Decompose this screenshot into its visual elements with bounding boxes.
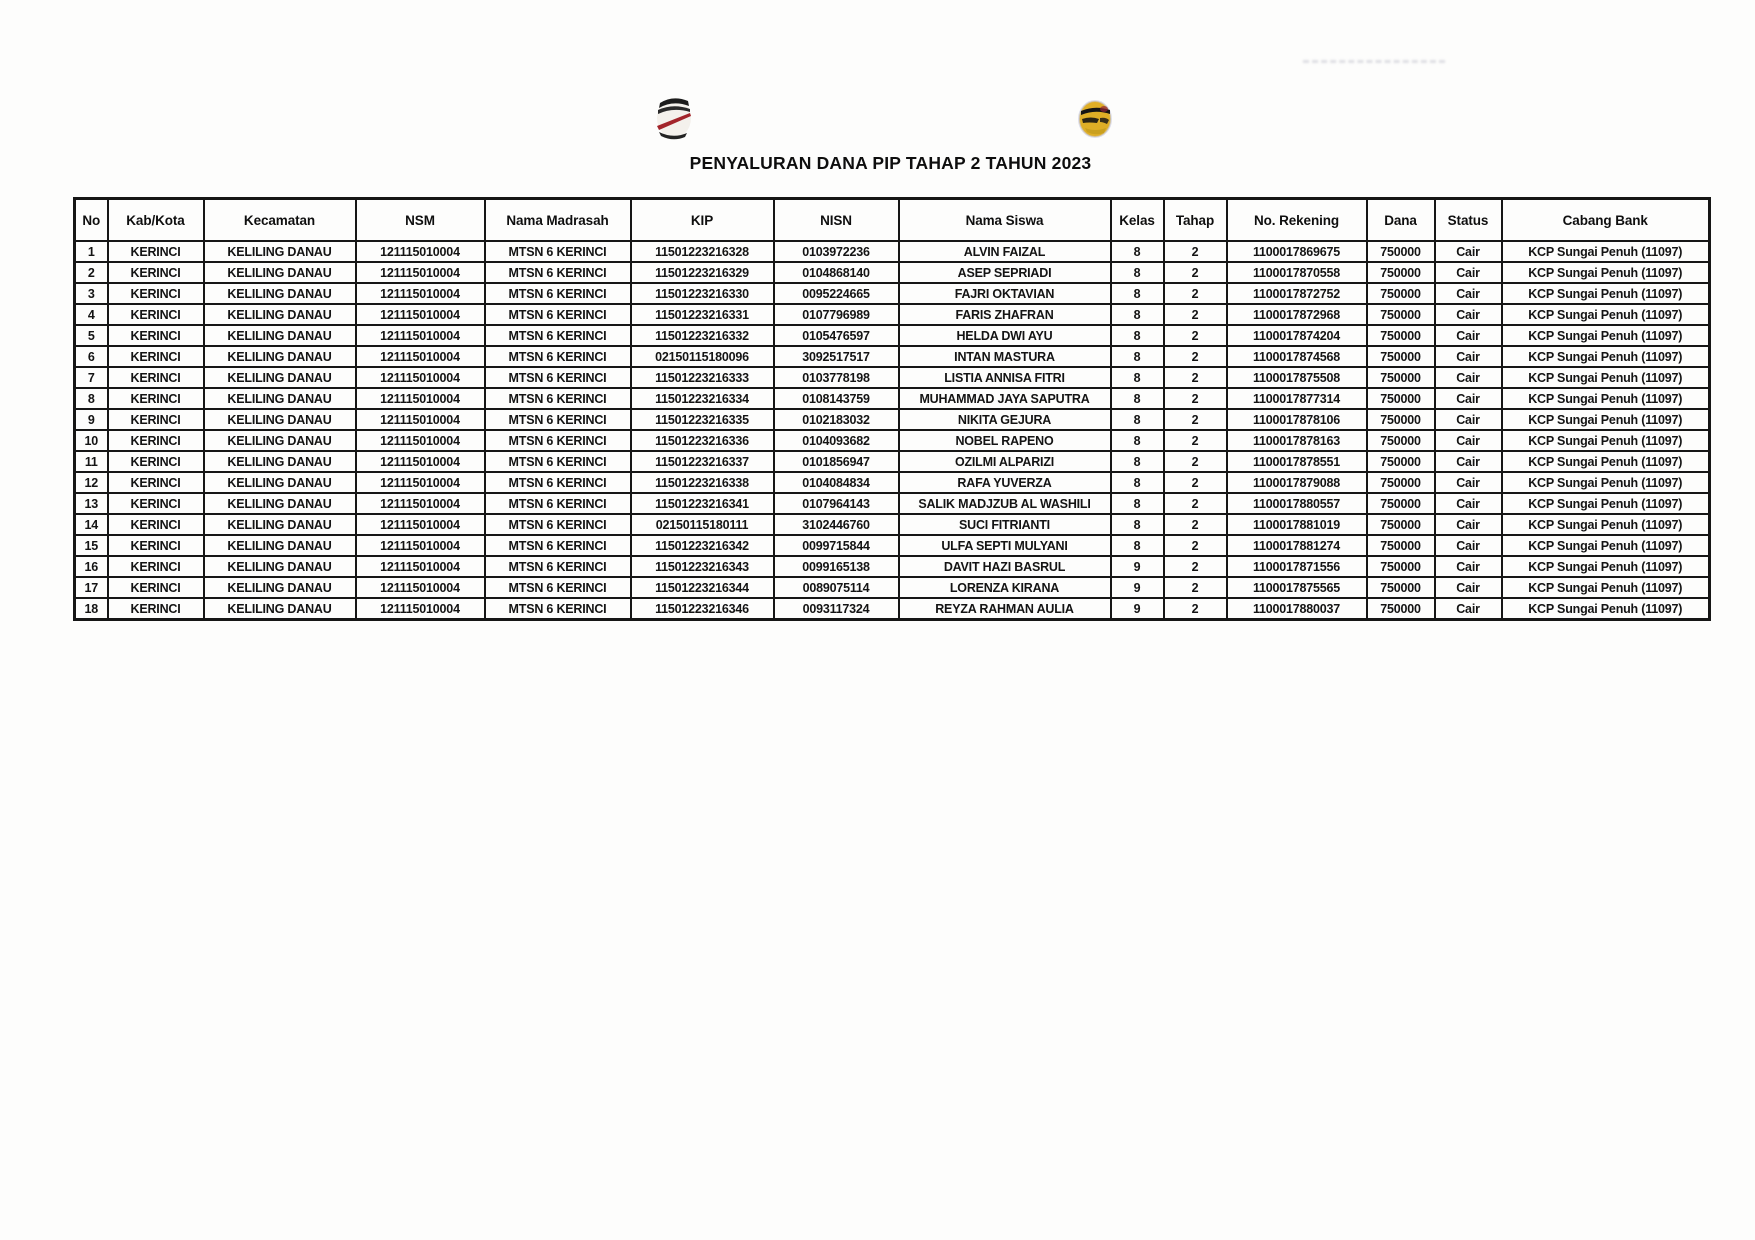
cell-nsm: 121115010004 [356,262,485,283]
cell-no_rekening: 1100017872752 [1227,283,1367,304]
cell-no_rekening: 1100017869675 [1227,241,1367,262]
cell-nama_madrasah: MTSN 6 KERINCI [485,262,631,283]
cell-tahap: 2 [1164,283,1227,304]
cell-nama_madrasah: MTSN 6 KERINCI [485,304,631,325]
cell-no: 5 [75,325,108,346]
cell-kip: 11501223216342 [631,535,774,556]
cell-kelas: 8 [1111,409,1164,430]
cell-kip: 11501223216335 [631,409,774,430]
cell-cabang_bank: KCP Sungai Penuh (11097) [1502,535,1710,556]
cell-kecamatan: KELILING DANAU [204,367,356,388]
column-header-nama_madrasah: Nama Madrasah [485,199,631,242]
cell-kecamatan: KELILING DANAU [204,451,356,472]
cell-no_rekening: 1100017877314 [1227,388,1367,409]
table-row [75,409,1710,430]
column-header-nsm: NSM [356,199,485,242]
cell-kip: 11501223216341 [631,493,774,514]
cell-nsm: 121115010004 [356,409,485,430]
cell-nisn: 0104868140 [774,262,899,283]
cell-nisn: 0107796989 [774,304,899,325]
cell-status: Cair [1435,346,1502,367]
cell-nisn: 0107964143 [774,493,899,514]
cell-status: Cair [1435,388,1502,409]
cell-dana: 750000 [1367,241,1435,262]
cell-no: 11 [75,451,108,472]
cell-tahap: 2 [1164,577,1227,598]
table-container [73,197,1711,621]
cell-kelas: 8 [1111,388,1164,409]
cell-no_rekening: 1100017878163 [1227,430,1367,451]
cell-tahap: 2 [1164,493,1227,514]
cell-cabang_bank: KCP Sungai Penuh (11097) [1502,598,1710,620]
cell-dana: 750000 [1367,367,1435,388]
table-row [75,346,1710,367]
cell-nama_madrasah: MTSN 6 KERINCI [485,556,631,577]
table-row [75,367,1710,388]
cell-cabang_bank: KCP Sungai Penuh (11097) [1502,577,1710,598]
cell-no_rekening: 1100017880557 [1227,493,1367,514]
cell-nsm: 121115010004 [356,430,485,451]
cell-kip: 11501223216334 [631,388,774,409]
cell-kab_kota: KERINCI [108,598,204,620]
cell-no_rekening: 1100017872968 [1227,304,1367,325]
cell-kelas: 8 [1111,430,1164,451]
cell-kip: 11501223216333 [631,367,774,388]
cell-nama_siswa: ULFA SEPTI MULYANI [899,535,1111,556]
table-row [75,283,1710,304]
cell-kab_kota: KERINCI [108,241,204,262]
cell-kab_kota: KERINCI [108,577,204,598]
cell-tahap: 2 [1164,472,1227,493]
cell-nisn: 0095224665 [774,283,899,304]
cell-kelas: 8 [1111,304,1164,325]
table-row [75,514,1710,535]
cell-nisn: 0104084834 [774,472,899,493]
document-title: PENYALURAN DANA PIP TAHAP 2 TAHUN 2023 [689,153,1092,173]
table-row [75,598,1710,620]
column-header-kip: KIP [631,199,774,242]
cell-nisn: 3102446760 [774,514,899,535]
cell-kecamatan: KELILING DANAU [204,346,356,367]
cell-nsm: 121115010004 [356,325,485,346]
cell-tahap: 2 [1164,409,1227,430]
table-row [75,451,1710,472]
cell-nama_madrasah: MTSN 6 KERINCI [485,367,631,388]
cell-nama_siswa: SALIK MADJZUB AL WASHILI [899,493,1111,514]
cell-nsm: 121115010004 [356,472,485,493]
scan-artifact-line [1303,60,1445,63]
cell-nama_madrasah: MTSN 6 KERINCI [485,283,631,304]
cell-tahap: 2 [1164,451,1227,472]
cell-kecamatan: KELILING DANAU [204,577,356,598]
cell-no: 1 [75,241,108,262]
cell-no: 14 [75,514,108,535]
cell-status: Cair [1435,409,1502,430]
table-row [75,304,1710,325]
cell-kecamatan: KELILING DANAU [204,409,356,430]
cell-kecamatan: KELILING DANAU [204,388,356,409]
cell-kip: 11501223216338 [631,472,774,493]
cell-tahap: 2 [1164,430,1227,451]
cell-no: 8 [75,388,108,409]
cell-kecamatan: KELILING DANAU [204,493,356,514]
cell-tahap: 2 [1164,514,1227,535]
column-header-kelas: Kelas [1111,199,1164,242]
cell-cabang_bank: KCP Sungai Penuh (11097) [1502,472,1710,493]
cell-nsm: 121115010004 [356,556,485,577]
cell-nama_madrasah: MTSN 6 KERINCI [485,430,631,451]
cell-nisn: 0105476597 [774,325,899,346]
cell-cabang_bank: KCP Sungai Penuh (11097) [1502,346,1710,367]
cell-no_rekening: 1100017871556 [1227,556,1367,577]
cell-nama_madrasah: MTSN 6 KERINCI [485,241,631,262]
table-row [75,493,1710,514]
cell-dana: 750000 [1367,409,1435,430]
cell-no: 6 [75,346,108,367]
table-row [75,241,1710,262]
column-header-nisn: NISN [774,199,899,242]
cell-cabang_bank: KCP Sungai Penuh (11097) [1502,283,1710,304]
cell-status: Cair [1435,430,1502,451]
cell-dana: 750000 [1367,598,1435,620]
cell-no_rekening: 1100017880037 [1227,598,1367,620]
cell-kab_kota: KERINCI [108,472,204,493]
cell-cabang_bank: KCP Sungai Penuh (11097) [1502,451,1710,472]
cell-tahap: 2 [1164,304,1227,325]
cell-status: Cair [1435,304,1502,325]
cell-kip: 11501223216343 [631,556,774,577]
cell-no_rekening: 1100017878106 [1227,409,1367,430]
cell-nama_madrasah: MTSN 6 KERINCI [485,451,631,472]
table-row [75,556,1710,577]
cell-cabang_bank: KCP Sungai Penuh (11097) [1502,325,1710,346]
cell-kecamatan: KELILING DANAU [204,430,356,451]
cell-cabang_bank: KCP Sungai Penuh (11097) [1502,388,1710,409]
cell-no: 4 [75,304,108,325]
cell-kelas: 8 [1111,493,1164,514]
cell-kab_kota: KERINCI [108,451,204,472]
cell-kip: 11501223216329 [631,262,774,283]
table-row [75,325,1710,346]
cell-dana: 750000 [1367,262,1435,283]
cell-nsm: 121115010004 [356,598,485,620]
cell-status: Cair [1435,262,1502,283]
cell-nsm: 121115010004 [356,577,485,598]
cell-no_rekening: 1100017881019 [1227,514,1367,535]
cell-kip: 02150115180096 [631,346,774,367]
cell-nsm: 121115010004 [356,283,485,304]
cell-dana: 750000 [1367,577,1435,598]
cell-kecamatan: KELILING DANAU [204,262,356,283]
cell-kecamatan: KELILING DANAU [204,598,356,620]
cell-kip: 11501223216332 [631,325,774,346]
cell-no_rekening: 1100017870558 [1227,262,1367,283]
cell-nisn: 0099715844 [774,535,899,556]
cell-kecamatan: KELILING DANAU [204,283,356,304]
cell-cabang_bank: KCP Sungai Penuh (11097) [1502,262,1710,283]
cell-kab_kota: KERINCI [108,346,204,367]
cell-nama_madrasah: MTSN 6 KERINCI [485,598,631,620]
cell-dana: 750000 [1367,535,1435,556]
cell-nama_siswa: LISTIA ANNISA FITRI [899,367,1111,388]
cell-nama_siswa: RAFA YUVERZA [899,472,1111,493]
cell-tahap: 2 [1164,388,1227,409]
cell-nama_siswa: INTAN MASTURA [899,346,1111,367]
cell-kecamatan: KELILING DANAU [204,472,356,493]
cell-kelas: 8 [1111,241,1164,262]
cell-nama_siswa: ASEP SEPRIADI [899,262,1111,283]
cell-nama_madrasah: MTSN 6 KERINCI [485,493,631,514]
cell-dana: 750000 [1367,304,1435,325]
cell-kelas: 8 [1111,472,1164,493]
cell-nisn: 0099165138 [774,556,899,577]
cell-kelas: 8 [1111,262,1164,283]
cell-nsm: 121115010004 [356,241,485,262]
column-header-nama_siswa: Nama Siswa [899,199,1111,242]
cell-nsm: 121115010004 [356,367,485,388]
cell-status: Cair [1435,514,1502,535]
cell-kecamatan: KELILING DANAU [204,535,356,556]
cell-kecamatan: KELILING DANAU [204,241,356,262]
table-row [75,535,1710,556]
cell-dana: 750000 [1367,514,1435,535]
cell-kab_kota: KERINCI [108,325,204,346]
cell-cabang_bank: KCP Sungai Penuh (11097) [1502,514,1710,535]
column-header-tahap: Tahap [1164,199,1227,242]
cell-kab_kota: KERINCI [108,304,204,325]
cell-no_rekening: 1100017875508 [1227,367,1367,388]
cell-kip: 11501223216337 [631,451,774,472]
cell-nama_siswa: MUHAMMAD JAYA SAPUTRA [899,388,1111,409]
cell-no: 10 [75,430,108,451]
cell-kelas: 9 [1111,598,1164,620]
cell-cabang_bank: KCP Sungai Penuh (11097) [1502,241,1710,262]
cell-kab_kota: KERINCI [108,388,204,409]
cell-nama_siswa: HELDA DWI AYU [899,325,1111,346]
cell-kab_kota: KERINCI [108,556,204,577]
cell-kelas: 9 [1111,577,1164,598]
cell-nama_siswa: SUCI FITRIANTI [899,514,1111,535]
column-header-kecamatan: Kecamatan [204,199,356,242]
cell-dana: 750000 [1367,493,1435,514]
cell-tahap: 2 [1164,346,1227,367]
cell-dana: 750000 [1367,430,1435,451]
table-row [75,472,1710,493]
cell-nama_madrasah: MTSN 6 KERINCI [485,409,631,430]
cell-dana: 750000 [1367,283,1435,304]
cell-nsm: 121115010004 [356,388,485,409]
cell-cabang_bank: KCP Sungai Penuh (11097) [1502,409,1710,430]
gold-seal-icon [1077,97,1114,140]
cell-cabang_bank: KCP Sungai Penuh (11097) [1502,556,1710,577]
cell-cabang_bank: KCP Sungai Penuh (11097) [1502,493,1710,514]
cell-kip: 11501223216331 [631,304,774,325]
cell-kelas: 8 [1111,514,1164,535]
cell-kip: 11501223216336 [631,430,774,451]
pip-disbursement-table [73,197,1711,621]
cell-cabang_bank: KCP Sungai Penuh (11097) [1502,304,1710,325]
cell-status: Cair [1435,283,1502,304]
cell-no: 9 [75,409,108,430]
cell-tahap: 2 [1164,535,1227,556]
cell-no: 17 [75,577,108,598]
cell-kip: 11501223216330 [631,283,774,304]
cell-nama_siswa: DAVIT HAZI BASRUL [899,556,1111,577]
cell-no: 3 [75,283,108,304]
cell-no: 12 [75,472,108,493]
cell-nisn: 0102183032 [774,409,899,430]
cell-nsm: 121115010004 [356,451,485,472]
column-header-no: No [75,199,108,242]
cell-kab_kota: KERINCI [108,493,204,514]
cell-nisn: 0093117324 [774,598,899,620]
table-row [75,262,1710,283]
cell-nama_madrasah: MTSN 6 KERINCI [485,535,631,556]
cell-dana: 750000 [1367,472,1435,493]
cell-tahap: 2 [1164,241,1227,262]
cell-no: 16 [75,556,108,577]
cell-nama_madrasah: MTSN 6 KERINCI [485,472,631,493]
cell-kip: 11501223216346 [631,598,774,620]
cell-kecamatan: KELILING DANAU [204,304,356,325]
cell-dana: 750000 [1367,451,1435,472]
cell-kab_kota: KERINCI [108,514,204,535]
cell-nsm: 121115010004 [356,514,485,535]
cell-no: 15 [75,535,108,556]
cell-no: 13 [75,493,108,514]
cell-kip: 02150115180111 [631,514,774,535]
cell-kecamatan: KELILING DANAU [204,556,356,577]
cell-kab_kota: KERINCI [108,409,204,430]
column-header-no_rekening: No. Rekening [1227,199,1367,242]
cell-nama_siswa: LORENZA KIRANA [899,577,1111,598]
cell-status: Cair [1435,472,1502,493]
cell-status: Cair [1435,451,1502,472]
cell-dana: 750000 [1367,346,1435,367]
cell-nisn: 0108143759 [774,388,899,409]
cell-kelas: 8 [1111,346,1164,367]
cell-status: Cair [1435,241,1502,262]
cell-status: Cair [1435,577,1502,598]
cell-nama_madrasah: MTSN 6 KERINCI [485,388,631,409]
column-header-dana: Dana [1367,199,1435,242]
cell-nsm: 121115010004 [356,304,485,325]
cell-nama_siswa: REYZA RAHMAN AULIA [899,598,1111,620]
cell-kelas: 8 [1111,325,1164,346]
cell-kelas: 8 [1111,451,1164,472]
cell-nisn: 0103972236 [774,241,899,262]
cell-tahap: 2 [1164,325,1227,346]
cell-nisn: 0089075114 [774,577,899,598]
cell-no: 2 [75,262,108,283]
striped-ball-seal-icon [655,94,693,140]
cell-kelas: 8 [1111,367,1164,388]
cell-kecamatan: KELILING DANAU [204,514,356,535]
cell-nama_madrasah: MTSN 6 KERINCI [485,577,631,598]
cell-tahap: 2 [1164,556,1227,577]
table-header-row [75,199,1710,242]
cell-nisn: 0101856947 [774,451,899,472]
cell-nisn: 0103778198 [774,367,899,388]
column-header-status: Status [1435,199,1502,242]
cell-no_rekening: 1100017874568 [1227,346,1367,367]
cell-nama_madrasah: MTSN 6 KERINCI [485,325,631,346]
column-header-cabang_bank: Cabang Bank [1502,199,1710,242]
cell-no_rekening: 1100017875565 [1227,577,1367,598]
cell-kab_kota: KERINCI [108,535,204,556]
cell-status: Cair [1435,535,1502,556]
cell-nama_madrasah: MTSN 6 KERINCI [485,514,631,535]
cell-kip: 11501223216344 [631,577,774,598]
cell-nama_siswa: FARIS ZHAFRAN [899,304,1111,325]
table-row [75,388,1710,409]
cell-kelas: 9 [1111,556,1164,577]
cell-dana: 750000 [1367,325,1435,346]
cell-no_rekening: 1100017878551 [1227,451,1367,472]
cell-dana: 750000 [1367,556,1435,577]
cell-kelas: 8 [1111,283,1164,304]
cell-status: Cair [1435,493,1502,514]
cell-nama_siswa: NIKITA GEJURA [899,409,1111,430]
cell-no: 18 [75,598,108,620]
cell-nama_madrasah: MTSN 6 KERINCI [485,346,631,367]
cell-kip: 11501223216328 [631,241,774,262]
cell-kecamatan: KELILING DANAU [204,325,356,346]
cell-nama_siswa: FAJRI OKTAVIAN [899,283,1111,304]
cell-status: Cair [1435,367,1502,388]
cell-nisn: 3092517517 [774,346,899,367]
cell-kab_kota: KERINCI [108,367,204,388]
cell-no_rekening: 1100017881274 [1227,535,1367,556]
cell-dana: 750000 [1367,388,1435,409]
cell-status: Cair [1435,556,1502,577]
cell-nama_siswa: NOBEL RAPENO [899,430,1111,451]
cell-tahap: 2 [1164,262,1227,283]
cell-kab_kota: KERINCI [108,283,204,304]
cell-cabang_bank: KCP Sungai Penuh (11097) [1502,367,1710,388]
table-row [75,577,1710,598]
column-header-kab_kota: Kab/Kota [108,199,204,242]
cell-kab_kota: KERINCI [108,430,204,451]
cell-no: 7 [75,367,108,388]
cell-nisn: 0104093682 [774,430,899,451]
cell-no_rekening: 1100017874204 [1227,325,1367,346]
cell-status: Cair [1435,325,1502,346]
cell-nsm: 121115010004 [356,535,485,556]
cell-nsm: 121115010004 [356,346,485,367]
cell-no_rekening: 1100017879088 [1227,472,1367,493]
table-row [75,430,1710,451]
cell-kelas: 8 [1111,535,1164,556]
cell-status: Cair [1435,598,1502,620]
cell-kab_kota: KERINCI [108,262,204,283]
cell-tahap: 2 [1164,367,1227,388]
cell-tahap: 2 [1164,598,1227,620]
cell-nsm: 121115010004 [356,493,485,514]
cell-nama_siswa: ALVIN FAIZAL [899,241,1111,262]
cell-cabang_bank: KCP Sungai Penuh (11097) [1502,430,1710,451]
cell-nama_siswa: OZILMI ALPARIZI [899,451,1111,472]
